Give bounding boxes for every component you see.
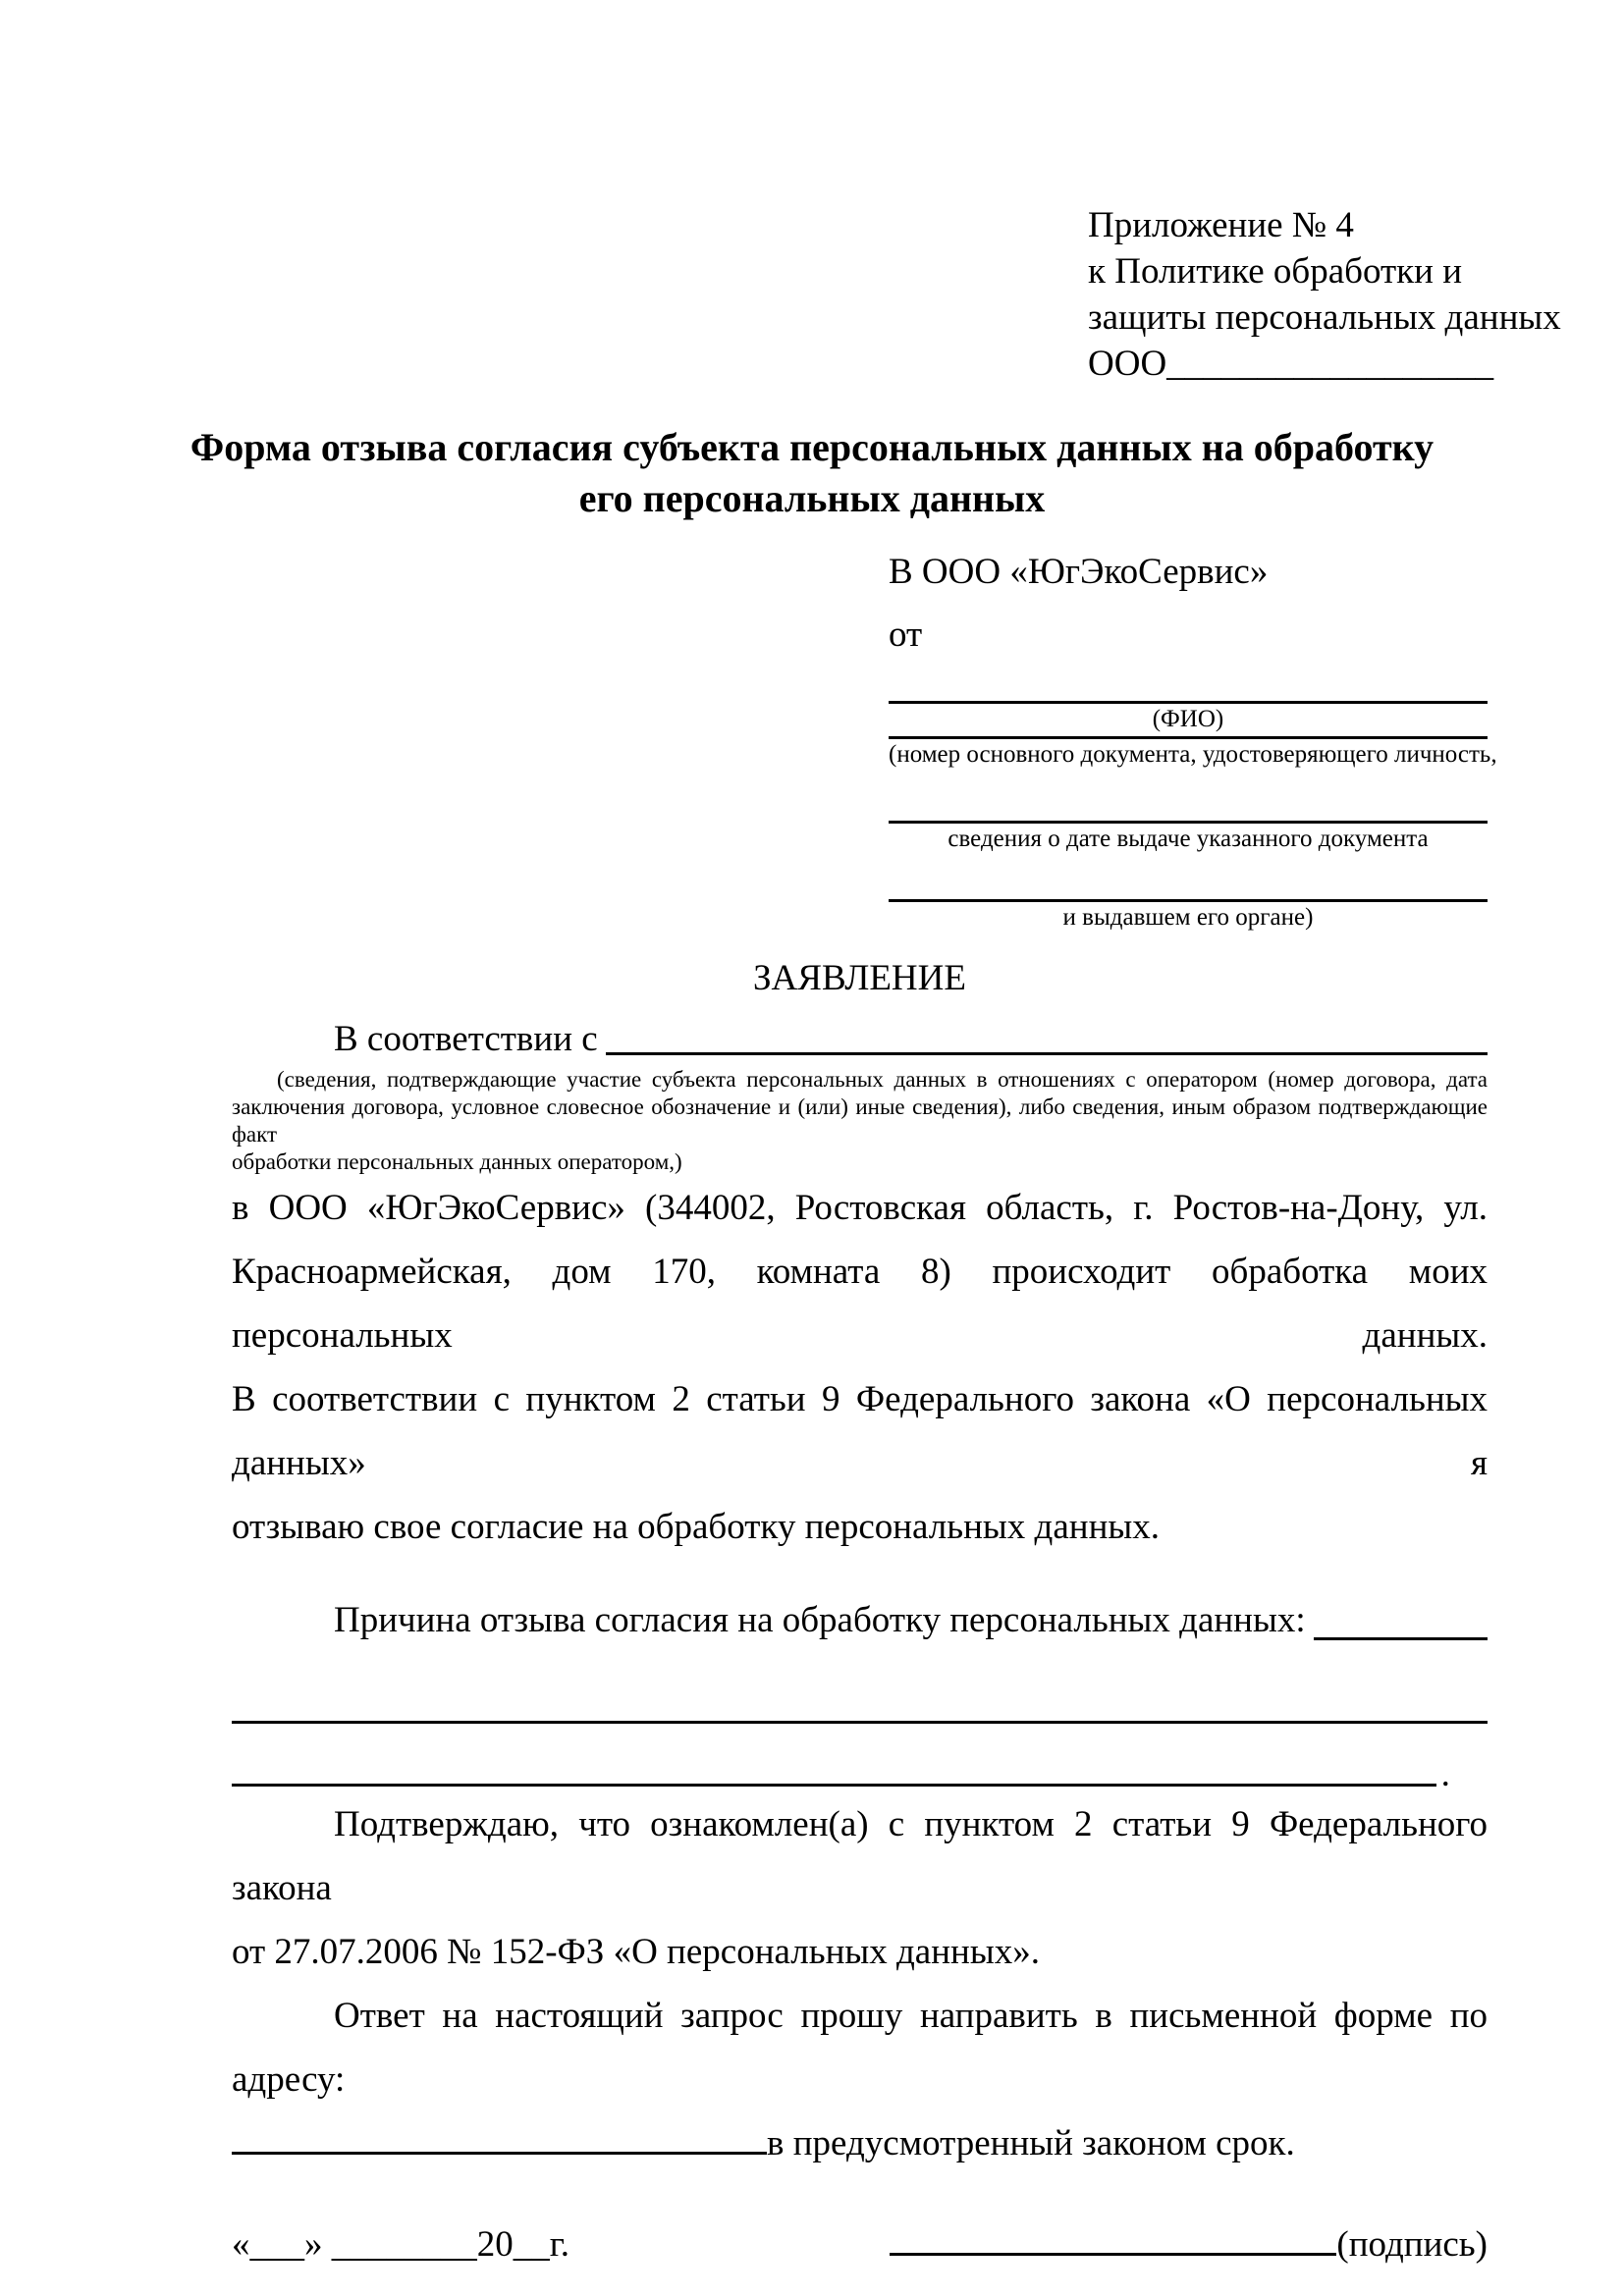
- document-title: [0, 422, 1624, 524]
- sentence-period: .: [1440, 1754, 1450, 1794]
- main-paragraph-line-3: В соответствии с пунктом 2 статьи 9 Федерального закона «О персональных данных» я: [232, 1379, 1488, 1483]
- addressee-block: [889, 550, 1497, 933]
- org-prefix: ООО: [1088, 344, 1167, 384]
- signature-row: [232, 2222, 1488, 2268]
- fine-print-note: [232, 1066, 1488, 1176]
- signature-caption: (подпись): [1336, 2224, 1488, 2265]
- main-paragraph-line-2: Красноармейская, дом 170, комната 8) происходит обработка моих персональных данных.: [232, 1252, 1488, 1356]
- document-number-caption: (номер основного документа, удостоверяющего личность,: [889, 741, 1497, 768]
- document-issuer-caption: и выдавшем его органе): [1062, 904, 1314, 931]
- reason-blank-line-3: [232, 1724, 1488, 1792]
- fine-print-line-3: обработки персональных данных оператором,): [232, 1149, 682, 1174]
- address-blank-line[interactable]: [232, 2152, 767, 2155]
- fine-print-line-2: заключения договора, условное словесное обозначение и (или) иные сведения), либо сведения, иным образом подтверждающие факт: [232, 1095, 1488, 1147]
- document-number-field: [889, 736, 1497, 770]
- appendix-block: [1088, 0, 1561, 387]
- main-paragraph-line-1: в ООО «ЮгЭкоСервис» (344002, Ростовская область, г. Ростов-на-Дону, ул.: [232, 1188, 1488, 1228]
- confirmation-paragraph: [232, 1792, 1488, 1984]
- document-title-line-1: Форма отзыва согласия субъекта персональных данных на обработку: [189, 425, 1435, 469]
- document-issue-date-field: [889, 821, 1488, 854]
- appendix-line-1: Приложение № 4: [1088, 205, 1354, 245]
- response-line-1: Ответ на настоящий запрос прошу направить в письменной форме по адресу:: [232, 1996, 1488, 2100]
- org-name-blank[interactable]: __________________: [1166, 344, 1494, 384]
- date-blank[interactable]: «___» ________20__г.: [232, 2224, 570, 2265]
- main-paragraph: [232, 1176, 1488, 1559]
- response-line-2-suffix: в предусмотренный законом срок.: [767, 2123, 1295, 2163]
- fine-print-line-1: (сведения, подтверждающие участие субъекта персональных данных в отношениях с оператором (номер договора, дата: [277, 1067, 1488, 1092]
- statement-heading: ЗАЯВЛЕНИЕ: [753, 958, 966, 998]
- basis-blank-line[interactable]: [606, 1052, 1488, 1055]
- confirmation-line-2: от 27.07.2006 № 152-ФЗ «О персональных данных».: [232, 1932, 1040, 1972]
- response-paragraph: [232, 1984, 1488, 2175]
- fio-caption: (ФИО): [1152, 706, 1224, 732]
- reason-blank-line-2[interactable]: [232, 1652, 1488, 1724]
- response-line-2: [232, 2111, 1488, 2175]
- appendix-line-2: к Политике обработки и: [1088, 251, 1463, 292]
- addressee-from-label: от: [889, 614, 923, 655]
- confirmation-line-1: Подтверждаю, что ознакомлен(а) с пунктом 2 статьи 9 Федерального закона: [232, 1804, 1488, 1908]
- signature-blank-line[interactable]: [890, 2253, 1336, 2256]
- document-title-line-2: его персональных данных: [578, 476, 1046, 520]
- appendix-org-line: [1088, 341, 1494, 387]
- main-paragraph-line-4: отзываю свое согласие на обработку персональных данных.: [232, 1507, 1160, 1547]
- basis-row: [232, 1017, 1488, 1062]
- addressee-to: В ООО «ЮгЭкоСервис»: [889, 552, 1269, 592]
- fio-field: [889, 701, 1488, 734]
- reason-row: [232, 1588, 1488, 1652]
- reason-blank-line-1[interactable]: [1314, 1637, 1488, 1640]
- document-issue-date-caption: сведения о дате выдаче указанного документа: [947, 826, 1429, 852]
- reason-blank-line-3-rule[interactable]: [232, 1784, 1436, 1787]
- document-issuer-field: [889, 899, 1488, 933]
- signature-area: [890, 2222, 1488, 2268]
- basis-label: В соответствии с: [334, 1019, 598, 1059]
- appendix-line-3: защиты персональных данных: [1088, 297, 1561, 338]
- reason-label: Причина отзыва согласия на обработку персональных данных:: [334, 1600, 1306, 1640]
- document-content: [189, 0, 1561, 2268]
